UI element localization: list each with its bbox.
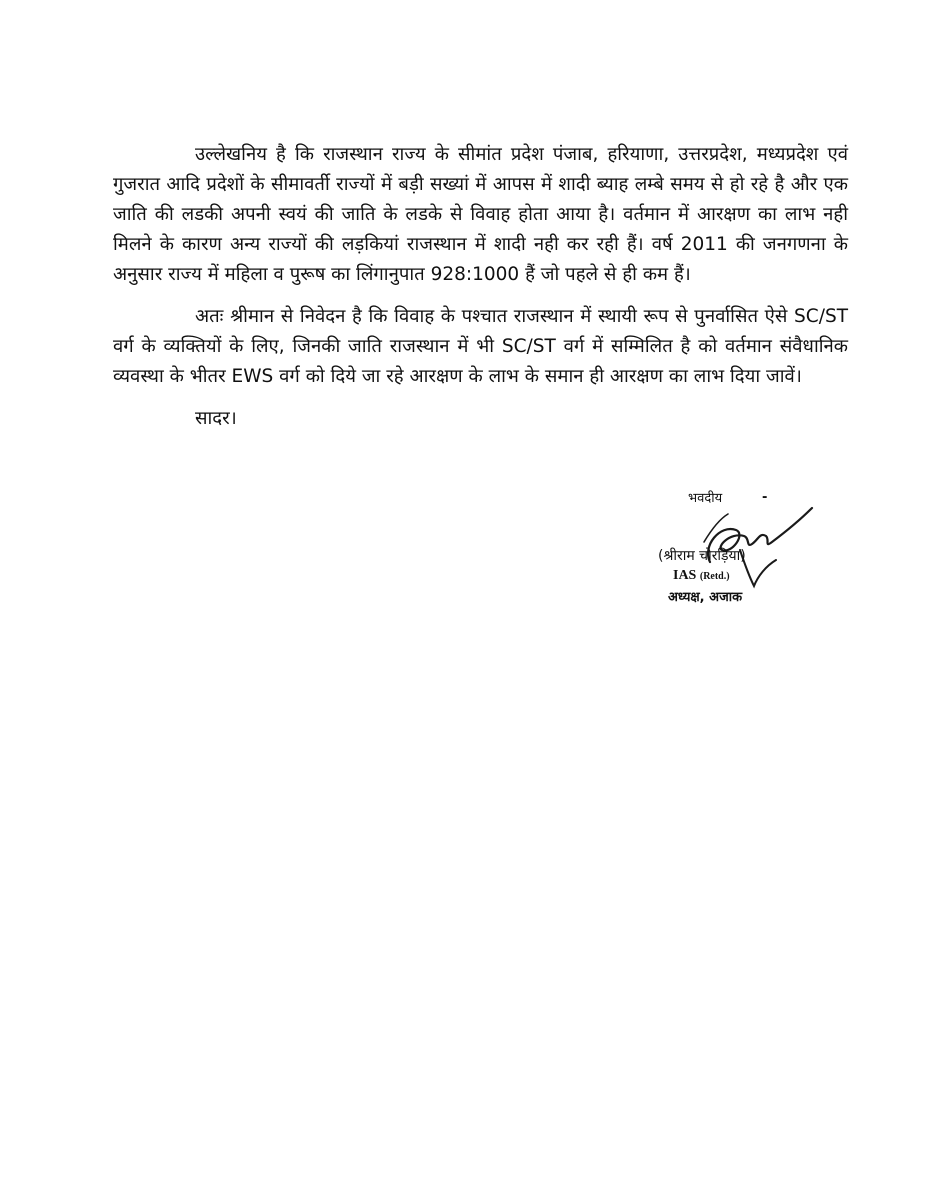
- retired-label: (Retd.): [699, 571, 730, 582]
- closing-salutation: सादर।: [195, 408, 237, 429]
- letter-body: [113, 140, 848, 434]
- yours-faithfully: भवदीय: [688, 491, 723, 506]
- ias-label: IAS: [673, 568, 697, 583]
- paragraph-request: अतः श्रीमान से निवेदन है कि विवाह के पश्चात राजस्थान में स्थायी रूप से पुनर्वासित ऐसे SC/ST वर्ग के व्यक्तियों के लिए, जिनकी जाति राजस्थान में भी SC/ST वर्ग में सम्मिलित है को वर्तमान संवैधानिक व्यवस्था के भीतर EWS वर्ग को दिये जा रहे आरक्षण के लाभ के समान ही आरक्षण का लाभ दिया जावें।: [113, 306, 848, 387]
- signatory-name: (श्रीराम चोरड़िया): [658, 548, 746, 564]
- signature-block: [640, 488, 820, 608]
- paragraph-sex-ratio: उल्लेखनिय है कि राजस्थान राज्य के सीमांत प्रदेश पंजाब, हरियाणा, उत्तरप्रदेश, मध्यप्रदेश एवं गुजरात आदि प्रदेशों के सीमावर्ती राज्यों में बड़ी सख्यां में आपस में शादी ब्याह लम्बे समय से हो रहे है और एक जाति की लडकी अपनी स्वयं की जाति के लडके से विवाह होता आया है। वर्तमान में आरक्षण का लाभ नही मिलने के कारण अन्य राज्यों की लड़कियां राजस्थान में शादी नही कर रही हैं। वर्ष 2011 की जनगणना के अनुसार राज्य में महिला व पुरूष का लिंगानुपात 928:1000 हैं जो पहले से ही कम हैं।: [113, 144, 848, 285]
- signature-dash: -: [762, 490, 768, 505]
- signatory-designation: अध्यक्ष, अजाक: [668, 590, 743, 605]
- signatory-title: [673, 568, 730, 584]
